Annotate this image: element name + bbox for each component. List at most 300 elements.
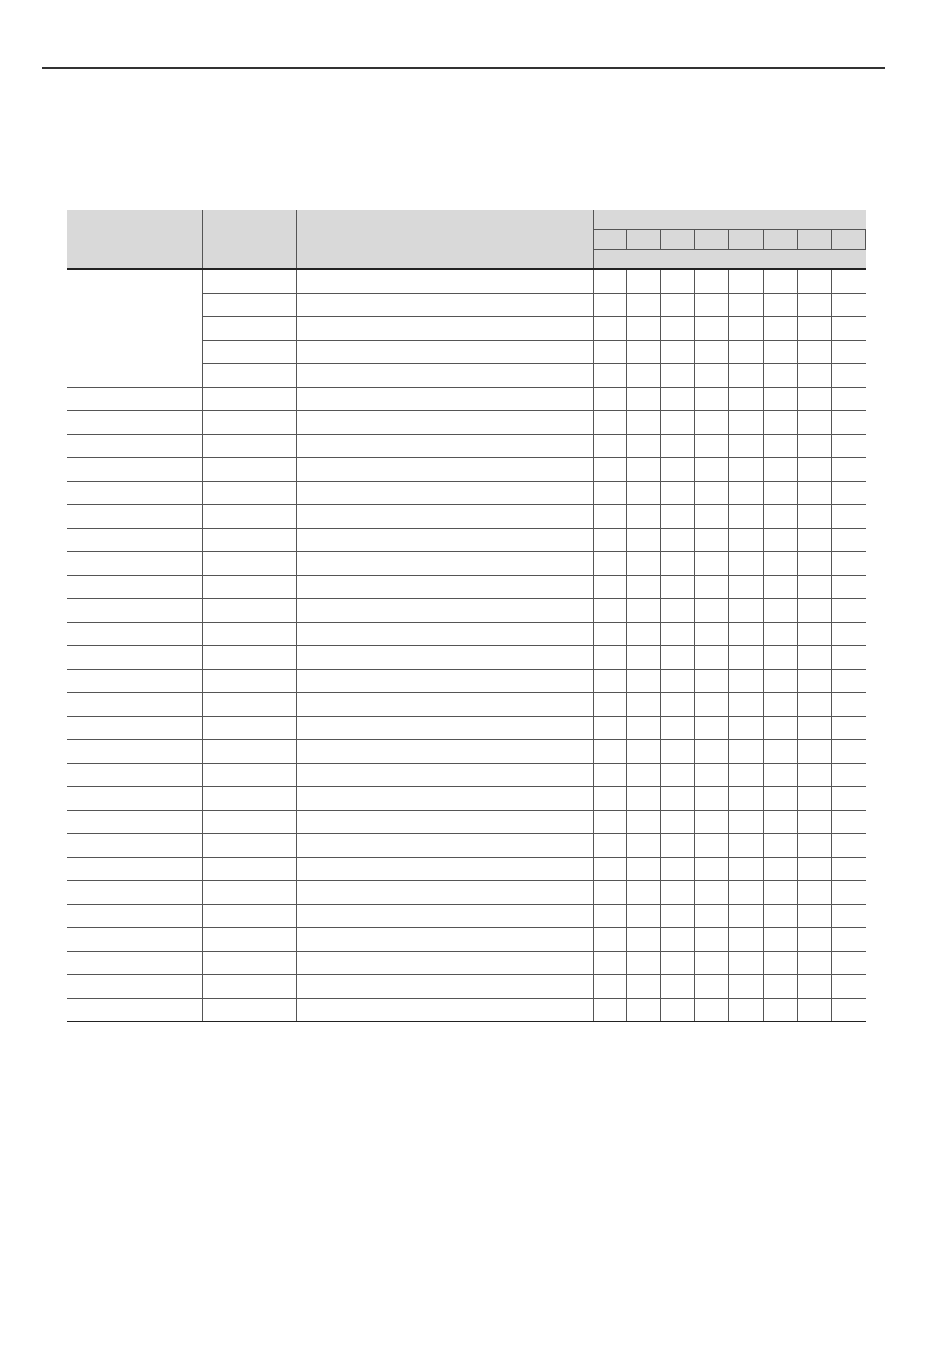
table-cell [67, 857, 203, 881]
table-cell [695, 693, 729, 717]
table-cell [67, 693, 203, 717]
table-cell [729, 834, 763, 858]
table-cell [763, 505, 797, 529]
table-cell [626, 528, 660, 552]
table-cell [593, 928, 626, 952]
table-cell [593, 998, 626, 1022]
table-cell [296, 575, 593, 599]
table-cell [661, 411, 695, 435]
table-cell [67, 951, 203, 975]
table-cell [593, 834, 626, 858]
table-cell [203, 434, 296, 458]
table-cell [661, 928, 695, 952]
table-cell [626, 269, 660, 293]
table-cell [695, 505, 729, 529]
group-label-cell [67, 269, 203, 387]
table-cell [296, 434, 593, 458]
table-cell [831, 552, 865, 576]
table-cell [763, 716, 797, 740]
table-cell [593, 951, 626, 975]
table-cell [67, 904, 203, 928]
table-cell [831, 810, 865, 834]
table-cell [729, 434, 763, 458]
table-cell [296, 411, 593, 435]
table-cell [831, 481, 865, 505]
table-cell [203, 599, 296, 623]
table-cell [67, 622, 203, 646]
table-cell [203, 928, 296, 952]
table-cell [695, 599, 729, 623]
table-cell [729, 904, 763, 928]
table-cell [831, 293, 865, 317]
table-cell [593, 622, 626, 646]
table-cell [831, 787, 865, 811]
table-cell [831, 340, 865, 364]
table-row [67, 834, 866, 858]
table-cell [593, 411, 626, 435]
table-cell [661, 669, 695, 693]
table-cell [831, 951, 865, 975]
table-cell [831, 458, 865, 482]
table-cell [797, 998, 831, 1022]
table-row [67, 881, 866, 905]
table-cell [67, 646, 203, 670]
table-cell [296, 975, 593, 999]
table-cell [831, 622, 865, 646]
table-cell [626, 975, 660, 999]
table-cell [296, 998, 593, 1022]
table-cell [203, 622, 296, 646]
table-cell [296, 505, 593, 529]
header-col-1 [67, 210, 203, 269]
table-cell [831, 646, 865, 670]
header-subcol-6 [763, 230, 797, 250]
table-cell [797, 904, 831, 928]
table-cell [626, 411, 660, 435]
table-cell [626, 458, 660, 482]
table-cell [593, 481, 626, 505]
table-cell [593, 528, 626, 552]
table-cell [831, 998, 865, 1022]
table-cell [626, 646, 660, 670]
table-cell [695, 740, 729, 764]
table-cell [729, 622, 763, 646]
table-cell [67, 575, 203, 599]
table-cell [203, 505, 296, 529]
table-cell [67, 763, 203, 787]
table-cell [797, 857, 831, 881]
table-cell [296, 763, 593, 787]
table-cell [831, 716, 865, 740]
table-cell [593, 364, 626, 388]
table-cell [296, 528, 593, 552]
table-cell [296, 269, 593, 293]
table-cell [695, 269, 729, 293]
table-cell [661, 998, 695, 1022]
table-cell [626, 857, 660, 881]
table-cell [831, 269, 865, 293]
table-cell [729, 881, 763, 905]
table-cell [797, 505, 831, 529]
table-cell [296, 881, 593, 905]
table-cell [729, 364, 763, 388]
table-cell [831, 763, 865, 787]
table-cell [593, 881, 626, 905]
table-row [67, 763, 866, 787]
table-cell [763, 834, 797, 858]
table-cell [695, 293, 729, 317]
table-cell [661, 693, 695, 717]
table-cell [797, 599, 831, 623]
table-cell [67, 669, 203, 693]
table-cell [661, 857, 695, 881]
table-cell [593, 857, 626, 881]
table-cell [296, 716, 593, 740]
table-cell [797, 716, 831, 740]
table-cell [797, 481, 831, 505]
table-cell [296, 340, 593, 364]
table-cell [661, 951, 695, 975]
table-cell [203, 975, 296, 999]
table-cell [831, 505, 865, 529]
table-cell [797, 834, 831, 858]
table-cell [296, 928, 593, 952]
table-cell [203, 834, 296, 858]
table-cell [593, 434, 626, 458]
table-cell [203, 998, 296, 1022]
table-cell [661, 505, 695, 529]
table-cell [729, 340, 763, 364]
table-cell [729, 740, 763, 764]
table-cell [729, 411, 763, 435]
table-cell [695, 881, 729, 905]
table-cell [797, 763, 831, 787]
table-row [67, 411, 866, 435]
table-cell [626, 951, 660, 975]
table-cell [729, 857, 763, 881]
table-cell [763, 810, 797, 834]
table-row [67, 904, 866, 928]
table-cell [203, 552, 296, 576]
table-cell [763, 269, 797, 293]
table-cell [203, 951, 296, 975]
table-cell [763, 293, 797, 317]
table-cell [797, 951, 831, 975]
header-subcol-5 [729, 230, 763, 250]
table-cell [763, 387, 797, 411]
table-cell [593, 575, 626, 599]
table-cell [661, 434, 695, 458]
table-cell [67, 434, 203, 458]
table-cell [626, 810, 660, 834]
table-cell [763, 575, 797, 599]
table-cell [661, 458, 695, 482]
table-cell [763, 669, 797, 693]
table-cell [729, 387, 763, 411]
table-cell [296, 669, 593, 693]
table-header [67, 210, 866, 269]
table-cell [67, 998, 203, 1022]
table-cell [296, 810, 593, 834]
table-cell [729, 998, 763, 1022]
table-row [67, 998, 866, 1022]
table-cell [203, 364, 296, 388]
table-cell [661, 975, 695, 999]
table-cell [626, 575, 660, 599]
table-cell [296, 904, 593, 928]
table-cell [729, 693, 763, 717]
table-cell [729, 528, 763, 552]
table-cell [296, 857, 593, 881]
table-cell [763, 740, 797, 764]
table-cell [67, 881, 203, 905]
header-subcol-8 [831, 230, 865, 250]
table-cell [695, 951, 729, 975]
table-row [67, 528, 866, 552]
document-table [67, 210, 866, 1022]
table-cell [729, 810, 763, 834]
table-cell [67, 387, 203, 411]
table-cell [763, 998, 797, 1022]
table-cell [797, 411, 831, 435]
table-cell [797, 528, 831, 552]
table-cell [729, 575, 763, 599]
table-cell [626, 740, 660, 764]
table-cell [797, 810, 831, 834]
table-cell [695, 928, 729, 952]
table-cell [831, 575, 865, 599]
table-cell [797, 622, 831, 646]
table-cell [763, 599, 797, 623]
table-cell [626, 834, 660, 858]
table-cell [626, 881, 660, 905]
table-cell [831, 528, 865, 552]
table-cell [203, 293, 296, 317]
table-row [67, 505, 866, 529]
table-cell [831, 740, 865, 764]
table-cell [296, 622, 593, 646]
table-cell [797, 387, 831, 411]
table-cell [695, 340, 729, 364]
table-cell [203, 904, 296, 928]
table-cell [763, 481, 797, 505]
table-cell [797, 881, 831, 905]
table-cell [695, 787, 729, 811]
table-cell [797, 693, 831, 717]
table-cell [763, 928, 797, 952]
table-cell [67, 975, 203, 999]
table-cell [729, 669, 763, 693]
table-cell [729, 599, 763, 623]
table-cell [763, 646, 797, 670]
table-row [67, 693, 866, 717]
table-cell [626, 669, 660, 693]
table-cell [729, 646, 763, 670]
table-cell [661, 763, 695, 787]
table-cell [797, 317, 831, 341]
table-cell [626, 434, 660, 458]
table-cell [763, 317, 797, 341]
table-cell [296, 293, 593, 317]
table-cell [831, 599, 865, 623]
table-cell [695, 857, 729, 881]
table-row [67, 481, 866, 505]
table-cell [763, 434, 797, 458]
table-cell [593, 669, 626, 693]
table-cell [763, 763, 797, 787]
table-cell [729, 975, 763, 999]
table-cell [661, 293, 695, 317]
table-cell [695, 622, 729, 646]
table-cell [661, 599, 695, 623]
table-cell [695, 763, 729, 787]
table-cell [203, 481, 296, 505]
table-cell [797, 552, 831, 576]
table-cell [593, 810, 626, 834]
table-cell [695, 317, 729, 341]
table-cell [661, 716, 695, 740]
table-cell [729, 481, 763, 505]
table-row [67, 434, 866, 458]
table-cell [661, 904, 695, 928]
table-cell [593, 340, 626, 364]
table-row [67, 575, 866, 599]
table-cell [661, 528, 695, 552]
table-cell [296, 481, 593, 505]
table-cell [831, 693, 865, 717]
table-row [67, 646, 866, 670]
table-cell [593, 763, 626, 787]
table-cell [593, 552, 626, 576]
table-cell [797, 740, 831, 764]
header-col-2 [203, 210, 296, 269]
table-cell [763, 857, 797, 881]
table-cell [661, 881, 695, 905]
table-cell [203, 716, 296, 740]
table-cell [763, 951, 797, 975]
table-cell [831, 434, 865, 458]
table-cell [67, 505, 203, 529]
table-cell [831, 975, 865, 999]
table-cell [203, 763, 296, 787]
table-cell [203, 669, 296, 693]
table-cell [626, 904, 660, 928]
table-cell [67, 528, 203, 552]
table-cell [729, 269, 763, 293]
table-cell [593, 317, 626, 341]
table-cell [797, 458, 831, 482]
table-cell [729, 458, 763, 482]
table-body [67, 269, 866, 1022]
table-row [67, 622, 866, 646]
table-cell [593, 787, 626, 811]
table-row [67, 599, 866, 623]
table-cell [661, 787, 695, 811]
table-cell [203, 693, 296, 717]
table-cell [593, 505, 626, 529]
table-cell [593, 293, 626, 317]
table-cell [626, 293, 660, 317]
table-cell [203, 810, 296, 834]
table-cell [695, 810, 729, 834]
table-cell [593, 975, 626, 999]
table-cell [729, 293, 763, 317]
table-cell [695, 834, 729, 858]
table-cell [67, 458, 203, 482]
table-cell [626, 364, 660, 388]
table-cell [695, 975, 729, 999]
table-row [67, 810, 866, 834]
table-cell [763, 975, 797, 999]
table-cell [797, 293, 831, 317]
table-cell [626, 928, 660, 952]
table-cell [695, 716, 729, 740]
table-cell [797, 646, 831, 670]
table-cell [695, 387, 729, 411]
table-cell [203, 317, 296, 341]
table-cell [296, 387, 593, 411]
table-cell [296, 951, 593, 975]
table-cell [797, 340, 831, 364]
table-cell [797, 975, 831, 999]
table-row [67, 552, 866, 576]
table-cell [296, 740, 593, 764]
table-cell [797, 575, 831, 599]
header-bottom [593, 250, 865, 270]
header-rule [42, 67, 885, 69]
table-cell [763, 552, 797, 576]
table-cell [203, 857, 296, 881]
table-cell [695, 575, 729, 599]
table-cell [763, 340, 797, 364]
table-cell [729, 552, 763, 576]
table-cell [203, 340, 296, 364]
table-cell [831, 387, 865, 411]
table-cell [626, 787, 660, 811]
table-cell [296, 364, 593, 388]
table-cell [695, 998, 729, 1022]
table-cell [729, 787, 763, 811]
table-cell [831, 411, 865, 435]
table-cell [695, 904, 729, 928]
table-cell [695, 669, 729, 693]
table-cell [203, 740, 296, 764]
table-cell [296, 693, 593, 717]
table-cell [67, 552, 203, 576]
table-cell [661, 340, 695, 364]
table-cell [203, 458, 296, 482]
table-cell [763, 693, 797, 717]
table-cell [763, 411, 797, 435]
table-cell [661, 481, 695, 505]
table-cell [593, 599, 626, 623]
table-cell [729, 763, 763, 787]
table-cell [626, 552, 660, 576]
table-cell [593, 693, 626, 717]
table-cell [626, 481, 660, 505]
table-cell [203, 269, 296, 293]
table-row [67, 716, 866, 740]
table-cell [593, 387, 626, 411]
table-cell [763, 904, 797, 928]
table-cell [661, 646, 695, 670]
table-cell [831, 364, 865, 388]
table-row [67, 787, 866, 811]
table-cell [203, 646, 296, 670]
table-cell [626, 505, 660, 529]
table-cell [763, 622, 797, 646]
table-cell [296, 458, 593, 482]
